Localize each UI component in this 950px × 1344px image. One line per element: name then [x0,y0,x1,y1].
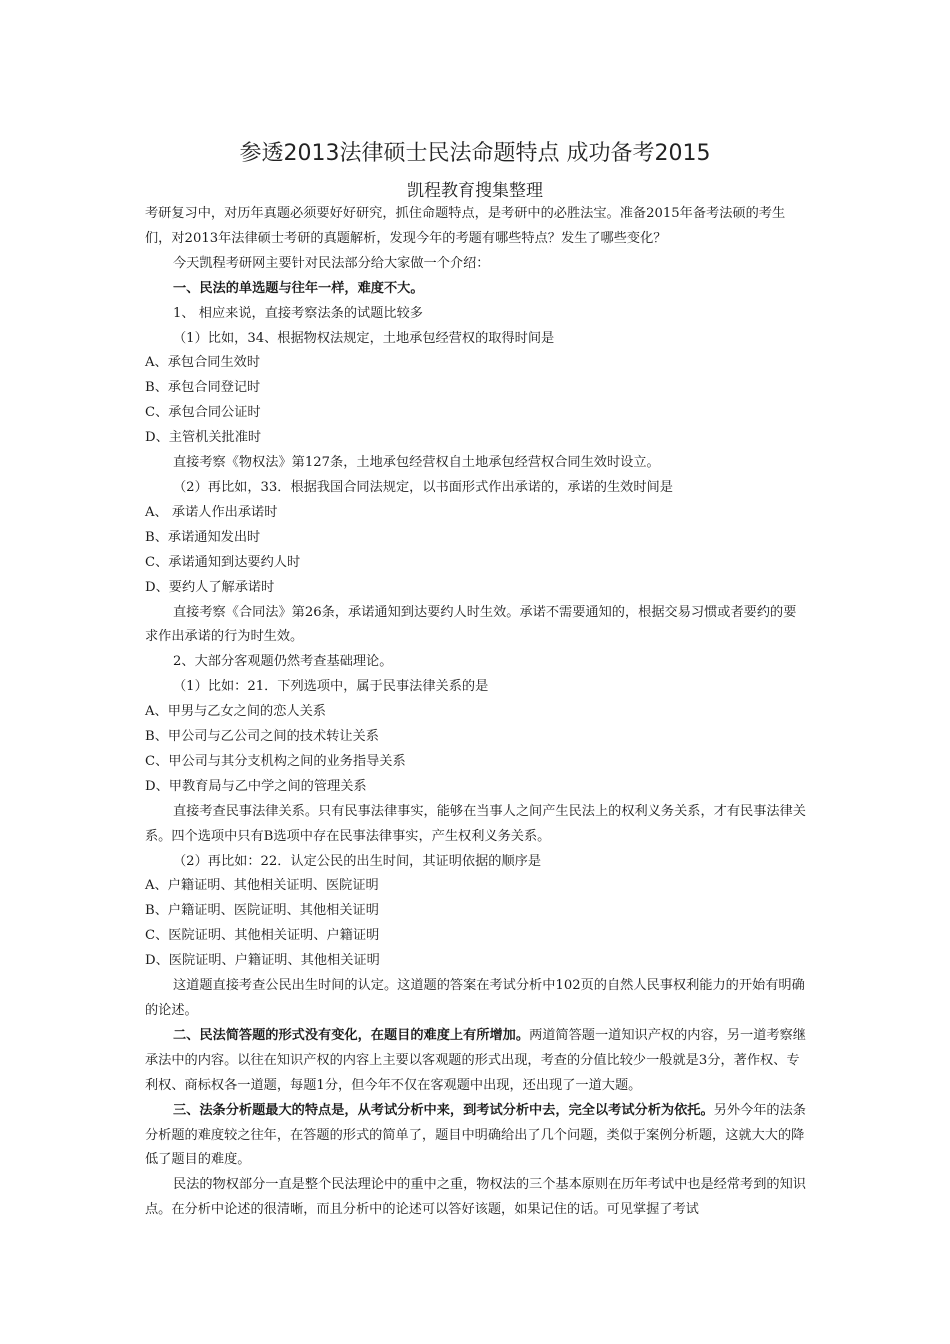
explanation: 这道题直接考查公民出生时间的认定。这道题的答案在考试分析中102页的自然人民事权利能力的开始有明确的论述。 [145,978,805,1018]
explanation: 直接考察《物权法》第127条，土地承包经营权自土地承包经营权合同生效时设立。 [173,455,660,471]
question: （2）再比如，33．根据我国合同法规定，以书面形式作出承诺的，承诺的生效时间是 [173,479,673,495]
explanation: 直接考察《合同法》第26条，承诺通知到达要约人时生效。承诺不需要通知的，根据交易习惯或者要约的要求作出承诺的行为时生效。 [145,604,797,645]
question: （1）比如：21．下列选项中，属于民事法律关系的是 [173,679,489,695]
question: （1）比如，34、根据物权法规定，土地承包经营权的取得时间是 [173,330,555,346]
section-heading-text: 三、法条分析题最大的特点是，从考试分析中来，到考试分析中去，完全以考试分析为依托。 [173,1102,714,1118]
section-heading-text: 一、民法的单选题与往年一样，难度不大。 [173,280,424,296]
answer-option: A、 承诺人作出承诺时 [145,504,278,520]
paragraph: 民法的物权部分一直是整个民法理论中的重中之重，物权法的三个基本原则在历年考试中也是经常考到的知识点。在分析中论述的很清晰，而且分析中的论述可以答好该题，如果记住的话。可见掌握了考试 [145,1177,806,1218]
answer-option: D、医院证明、户籍证明、其他相关证明 [145,953,380,969]
answer-option: A、户籍证明、其他相关证明、医院证明 [145,878,379,894]
section-paragraph-2 [145,1024,807,1099]
answer-option: D、要约人了解承诺时 [145,579,275,595]
section-body-text: 另外今年的法条分析题的难度较之往年，在答题的形式的简单了，题目中明确给出了几个问题，类似于案例分析题，这就大大的降低了题目的难度。 [145,1102,806,1168]
answer-option: B、甲公司与乙公司之间的技术转让关系 [145,729,379,745]
section-body-text: 两道简答题一道知识产权的内容，另一道考察继承法中的内容。以往在知识产权的内容上主要以客观题的形式出现，考查的分值比较少一般就是3分，著作权、专利权、商标权各一道题，每题1分，但今年不仅在客观题中出现，还出现了一道大题。 [145,1027,806,1093]
paragraph: 今天凯程考研网主要针对民法部分给大家做一个介绍： [173,255,490,271]
section-heading-text: 二、民法简答题的形式没有变化，在题目的难度上有所增加。 [173,1027,530,1043]
section-heading-1 [145,277,807,302]
subsection-heading: 2、大部分客观题仍然考查基础理论。 [173,654,393,670]
question: （2）再比如：22．认定公民的出生时间，其证明依据的顺序是 [173,853,542,869]
subsection-heading: 1、 相应来说，直接考察法条的试题比较多 [173,305,423,321]
answer-option: D、甲教育局与乙中学之间的管理关系 [145,778,367,794]
answer-option: B、户籍证明、医院证明、其他相关证明 [145,903,379,919]
answer-option: B、承包合同登记时 [145,380,261,396]
document-body [145,202,807,1223]
answer-option: A、承包合同生效时 [145,355,261,371]
answer-option: B、承诺通知发出时 [145,529,261,545]
answer-option: D、主管机关批准时 [145,430,262,446]
document-subtitle: 凯程教育搜集整理 [407,181,543,201]
section-paragraph-3 [145,1099,807,1174]
answer-option: C、甲公司与其分支机构之间的业务指导关系 [145,753,406,769]
answer-option: C、承诺通知到达要约人时 [145,554,301,570]
paragraph-intro: 考研复习中，对历年真题必须要好好研究，抓住命题特点，是考研中的必胜法宝。准备2015年备考法硕的考生们，对2013年法律硕士考研的真题解析，发现今年的考题有哪些特点？发生了哪些变化？ [145,206,786,246]
document-title: 参透2013法律硕士民法命题特点 成功备考2015 [239,141,711,166]
explanation: 直接考查民事法律关系。只有民事法律事实，能够在当事人之间产生民法上的权利义务关系，才有民事法律关系。四个选项中只有B选项中存在民事法律事实，产生权利义务关系。 [145,803,806,844]
answer-option: C、医院证明、其他相关证明、户籍证明 [145,928,380,944]
answer-option: C、承包合同公证时 [145,405,261,421]
answer-option: A、甲男与乙女之间的恋人关系 [145,704,326,720]
